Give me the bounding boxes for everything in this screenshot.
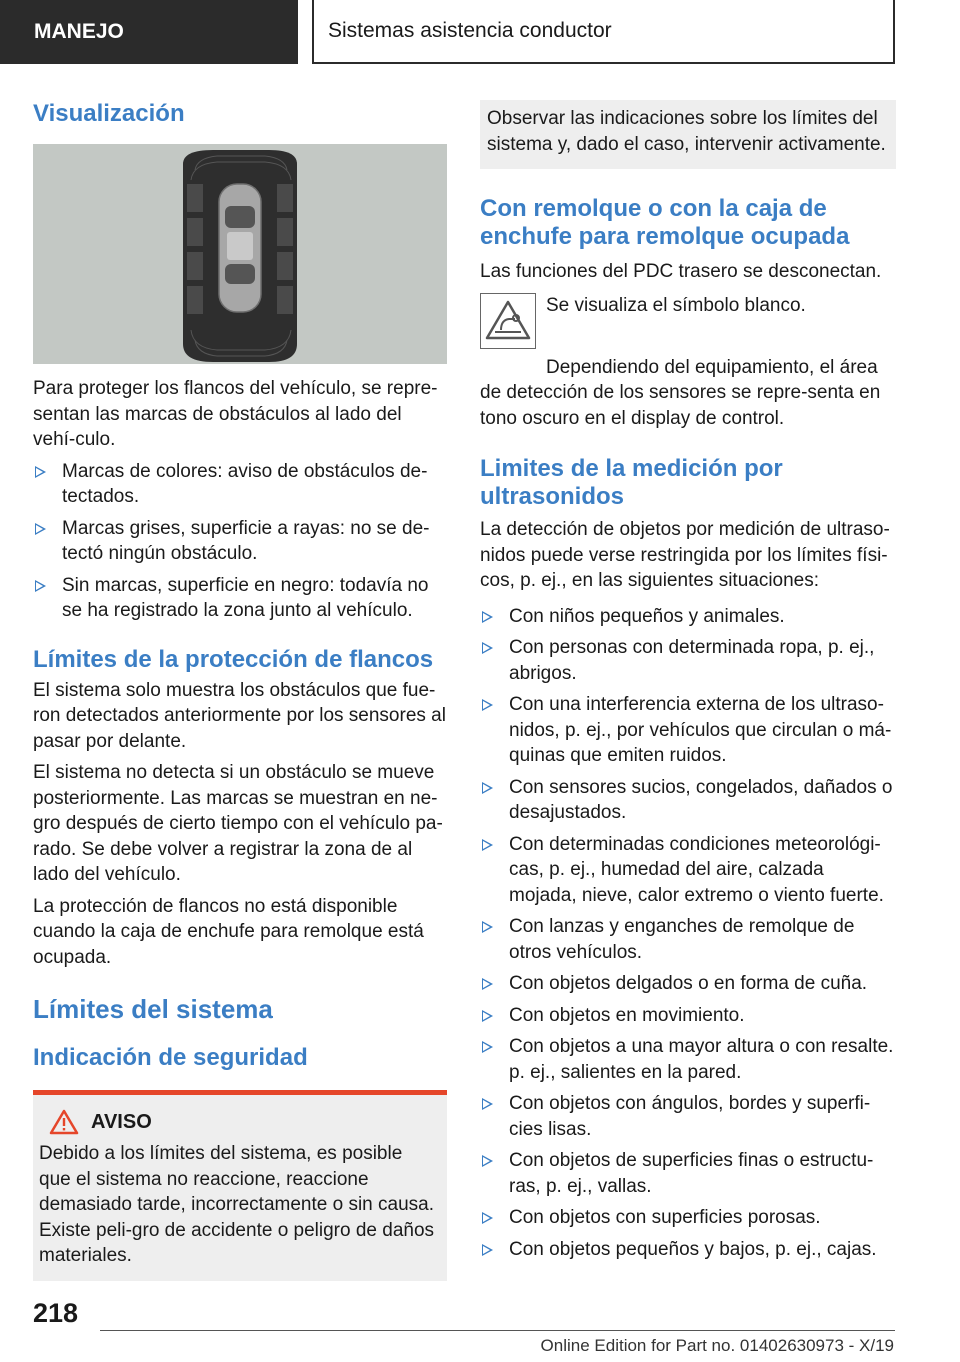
warning-text: Debido a los límites del sistema, es posible que el sistema no reaccione, reaccione demasiado tarde, incorrectamente o sin causa. Existe peli-gro de accidente o peligro de daños materiales. (39, 1143, 435, 1266)
list-item: Con objetos delgados o en forma de cuña. (480, 971, 896, 997)
heading-remolque: Con remolque o con la caja de enchufe para remolque ocupada (480, 195, 850, 250)
triangle-bullet-icon (482, 1098, 493, 1110)
right-column (480, 100, 896, 1262)
list-item: Marcas grises, superficie a rayas: no se de-tectó ningún obstáculo. (33, 516, 447, 567)
triangle-bullet-icon (35, 580, 46, 592)
paragraph-remolque: Las funciones del PDC trasero se desconectan. (480, 261, 882, 282)
triangle-bullet-icon (482, 1155, 493, 1167)
footer-divider (100, 1330, 895, 1331)
paragraph-flancos-2: El sistema no detecta si un obstáculo se mueve posteriormente. Las marcas se muestran en ne-gro después de cierto tiempo con el vehículo pa-rado. Se debe volver a registrar la zona de al lado del vehículo. (33, 762, 443, 885)
heading-limites-flancos: Límites de la protección de flancos (33, 645, 434, 673)
chapter-header (312, 0, 895, 64)
paragraph-flancos-1: El sistema solo muestra los obstáculos que fue-ron detectados anteriormente por los sensores al pasar por delante. (33, 679, 446, 752)
list-item: Con objetos con superficies porosas. (480, 1205, 896, 1231)
triangle-bullet-icon (35, 466, 46, 478)
triangle-bullet-icon (482, 1041, 493, 1053)
list-item: Con determinadas condiciones meteorológi-cas, p. ej., humedad del aire, calzada mojada, nieve, calor extremo o viento fuerte. (480, 832, 896, 909)
chapter-title: Sistemas asistencia conductor (328, 19, 612, 42)
list-item: Con personas con determinada ropa, p. ej., abrigos. (480, 635, 896, 686)
paragraph-ultrasonidos: La detección de objetos por medición de ultraso-nidos puede verse restringida por los límites físi-cos, p. ej., en las siguientes situaciones: (480, 519, 890, 591)
trailer-symbol-row (480, 293, 896, 349)
list-item: Sin marcas, superficie en negro: todavía no se ha registrado la zona junto al vehículo. (33, 573, 447, 624)
trailer-symbol-text (546, 293, 896, 349)
list-item: Con una interferencia externa de los ultraso-nidos, p. ej., por vehículos que circulan o má-quinas que emiten ruidos. (480, 692, 896, 769)
bullet-list-limits (480, 604, 896, 1263)
park-distance-display-image (33, 144, 447, 364)
triangle-bullet-icon (482, 978, 493, 990)
warning-box (33, 1090, 447, 1281)
triangle-bullet-icon (482, 699, 493, 711)
page-number: 218 (33, 1298, 79, 1328)
heading-ultrasonidos: Limites de la medición por ultrasonidos (480, 455, 783, 510)
triangle-bullet-icon (482, 642, 493, 654)
warning-title: AVISO (91, 1110, 152, 1133)
edition-info: Online Edition for Part no. 01402630973 - X/19 (540, 1336, 894, 1355)
triangle-bullet-icon (482, 782, 493, 794)
list-item: Con niños pequeños y animales. (480, 604, 896, 630)
paragraph-flancos-3: La protección de flancos no está disponible cuando la caja de enchufe para remolque está ocupada. (33, 895, 424, 968)
list-item: Con objetos en movimiento. (480, 1003, 896, 1029)
list-item: Con objetos con ángulos, bordes y superfi-cies lisas. (480, 1091, 896, 1142)
triangle-bullet-icon (482, 839, 493, 851)
paragraph-intro: Para proteger los flancos del vehículo, se repre-sentan las marcas de obstáculos al lado del vehí-culo. (33, 378, 438, 450)
triangle-bullet-icon (482, 1244, 493, 1256)
list-item: Con objetos a una mayor altura o con resalte. p. ej., salientes en la pared. (480, 1034, 896, 1085)
triangle-bullet-icon (482, 1212, 493, 1224)
triangle-bullet-icon (482, 921, 493, 933)
triangle-bullet-icon (35, 523, 46, 535)
symbol-line-1: Se visualiza el símbolo blanco. (546, 294, 806, 316)
section-title: MANEJO (34, 20, 124, 43)
bullet-list-marks (33, 459, 447, 624)
symbol-line-2: Dependiendo del equipamiento, el área de detección de los sensores se repre-senta en tono oscuro en el display de control. (480, 356, 881, 429)
heading-limites-sistema: Límites del sistema (33, 994, 273, 1024)
list-item: Con objetos de superficies finas o estructu-ras, p. ej., vallas. (480, 1148, 896, 1199)
note-box (480, 100, 896, 169)
heading-indicacion-seguridad: Indicación de seguridad (33, 1044, 308, 1071)
list-item: Marcas de colores: aviso de obstáculos de-tectados. (33, 459, 447, 510)
section-tab (0, 0, 298, 64)
note-text: Observar las indicaciones sobre los límites del sistema y, dado el caso, intervenir activamente. (487, 108, 886, 155)
triangle-bullet-icon (482, 611, 493, 623)
warning-triangle-icon (49, 1109, 79, 1135)
vehicle-top-view-illustration (33, 144, 447, 364)
left-column (33, 100, 447, 1281)
list-item: Con sensores sucios, congelados, dañados o desajustados. (480, 775, 896, 826)
triangle-bullet-icon (482, 1010, 493, 1022)
trailer-symbol-icon (480, 293, 536, 349)
list-item: Con lanzas y enganches de remolque de otros vehículos. (480, 914, 896, 965)
list-item: Con objetos pequeños y bajos, p. ej., cajas. (480, 1237, 896, 1263)
warning-header (39, 1109, 439, 1135)
heading-visualizacion: Visualización (33, 100, 185, 127)
